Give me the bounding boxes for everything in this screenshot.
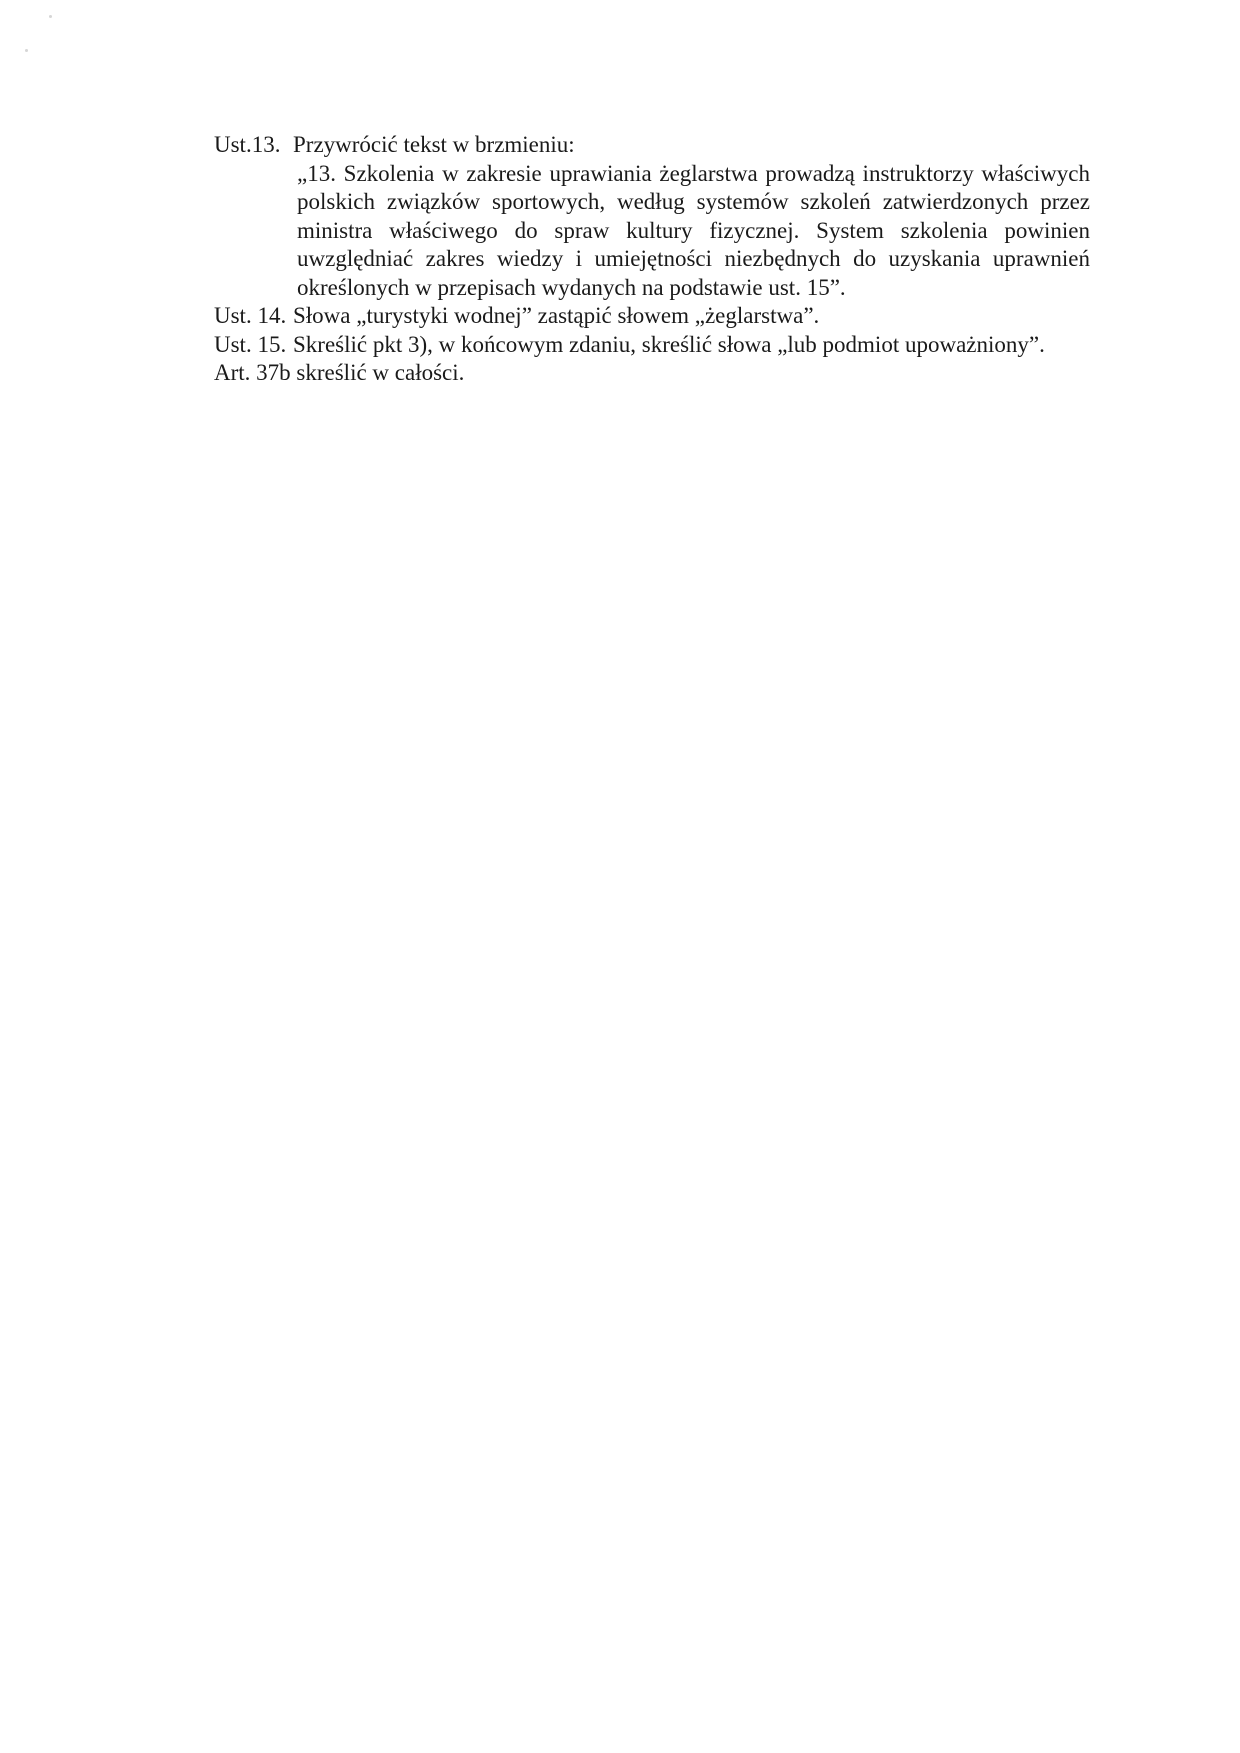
paragraph-instruction: Słowa „turystyki wodnej” zastąpić słowem „żeglarstwa”. [293, 303, 820, 328]
amendment-ust-15 [214, 331, 1090, 360]
paragraph-label: Ust. 15. [214, 331, 287, 357]
paragraph-label: Ust.13. [214, 132, 281, 157]
paragraph-label: Ust. 14. [214, 303, 287, 328]
amendment-text [214, 131, 1090, 388]
amendment-ust-14 [214, 302, 1090, 331]
scan-speck [25, 49, 28, 52]
amendment-ust-13 [214, 131, 1090, 160]
paragraph-instruction: Skreślić pkt 3), w końcowym zdaniu, skreślić słowa „lub podmiot upoważniony”. [293, 331, 1045, 357]
quoted-provision: „13. Szkolenia w zakresie uprawiania żeglarstwa prowadzą instruktorzy właściwych polskich związków sportowych, według systemów szkoleń zatwierdzonych przez ministra właściwego do spraw kultury fizycznej. System szkolenia powinien uwzględniać zakres wiedzy i umiejętności niezbędnych do uzyskania uprawnień określonych w przepisach wydanych na podstawie ust. 15”. [297, 160, 1090, 300]
paragraph-instruction: Przywrócić tekst w brzmieniu: [293, 132, 575, 157]
scan-speck [49, 15, 52, 18]
amendment-art-37b: Art. 37b skreślić w całości. [214, 360, 465, 385]
